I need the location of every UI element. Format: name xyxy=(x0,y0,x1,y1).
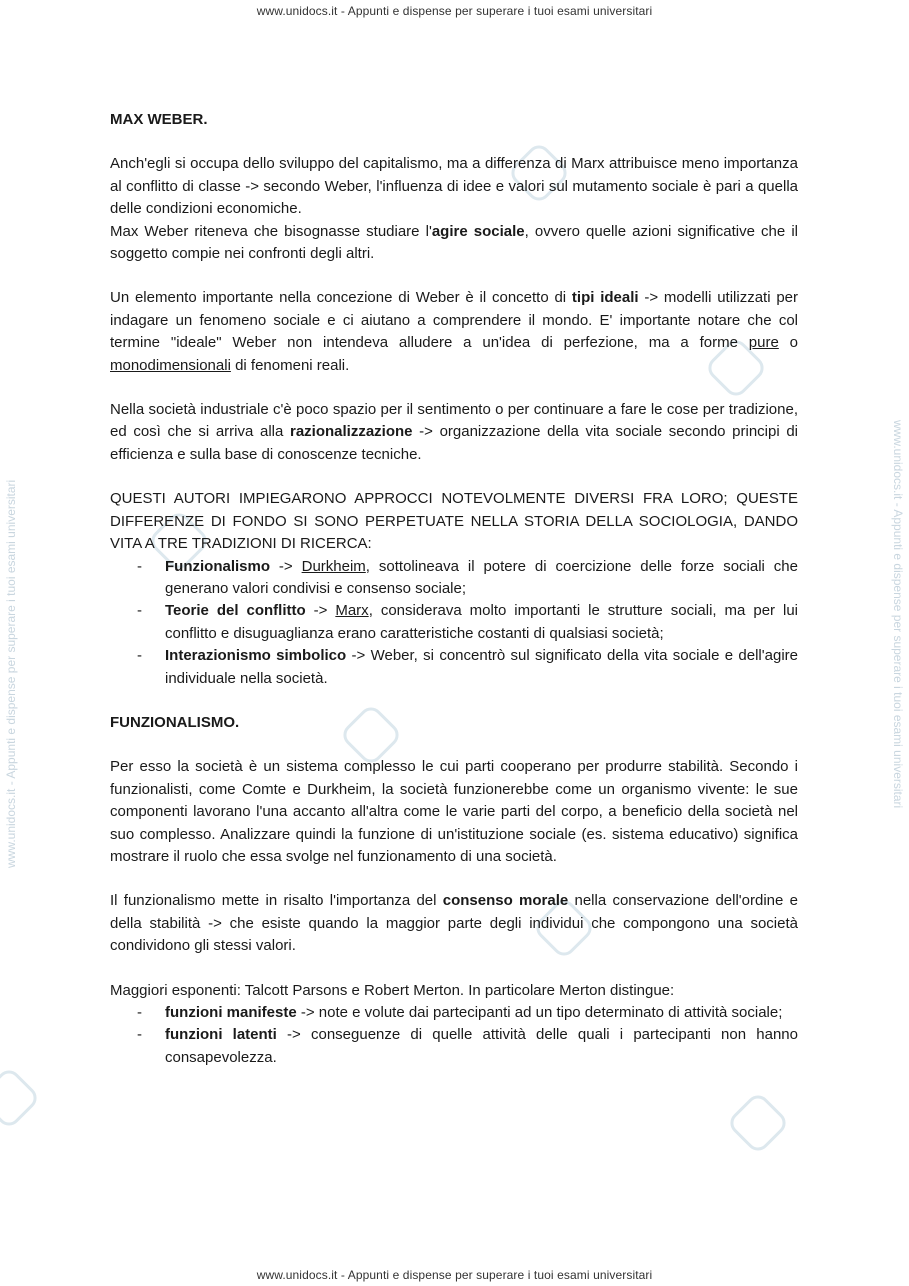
watermark-logo-icon xyxy=(725,1090,790,1155)
paragraph: Maggiori esponenti: Talcott Parsons e Robert Merton. In particolare Merton distingue: xyxy=(110,981,675,999)
paragraph: Per esso la società è un sistema complesso le cui parti cooperano per produrre stabilità. Secondo i funzionalisti, come Comte e Durkheim, la società funzionerebbe come un organismo vivente: le sue componenti lavorano l'una accanto all'altra come le varie parti del corpo, a beneficio della società nel suo complesso. Analizzare quindi la funzione di un'istituzione sociale (es. sistema educativo) significa mostrare il ruolo che essa svolge nel funzionamento di una società. xyxy=(110,758,798,865)
paragraph: Nella società industriale c'è poco spazio per il sentimento o per continuare a fare le cose per tradizione, ed così che si arriva alla razionalizzazione -> organizzazione della vita sociale secondo principi di efficienza e sulla base di conoscenze tecniche. xyxy=(110,401,799,463)
header-banner[interactable]: www.unidocs.it - Appunti e dispense per superare i tuoi esami universitari xyxy=(256,4,653,18)
side-watermark-right: www.unidocs.it - Appunti e dispense per superare i tuoi esami universitari xyxy=(891,420,905,809)
list-item: - Teorie del conflitto -> Marx, considerava molto importanti le strutture sociali, ma per lui conflitto e disuguaglianza erano caratteristiche costanti di qualsiasi società; xyxy=(165,600,798,645)
paragraph: Max Weber riteneva che bisognasse studiare l'agire sociale, ovvero quelle azioni significative che il soggetto compie nei confronti degli altri. xyxy=(110,222,799,263)
list-item: - funzioni latenti -> conseguenze di quelle attività delle quali i partecipanti non hanno consapevolezza. xyxy=(165,1024,798,1069)
paragraph: Il funzionalismo mette in risalto l'importanza del consenso morale nella conservazione dell'ordine e della stabilità -> che esiste quando la maggior parte degli individui che compongono una società condividono gli stessi valori. xyxy=(110,892,798,955)
paragraph-uppercase: QUESTI AUTORI IMPIEGARONO APPROCCI NOTEVOLMENTE DIVERSI FRA LORO; QUESTE DIFFERENZE DI FONDO SI SONO PERPETUATE NELLA STORIA DELLA SOCIOLOGIA, DANDO VITA A TRE TRADIZIONI DI RICERCA: xyxy=(110,490,798,553)
document-body xyxy=(110,109,798,1069)
section-title-funzionalismo: FUNZIONALISMO. xyxy=(110,713,240,731)
list-item: - Interazionismo simbolico -> Weber, si concentrò sul significato della vita sociale e dell'agire individuale nella società. xyxy=(165,645,798,690)
side-watermark-left: www.unidocs.it - Appunti e dispense per superare i tuoi esami universitari xyxy=(4,479,18,868)
paragraph: Un elemento importante nella concezione di Weber è il concetto di tipi ideali -> modelli utilizzati per indagare un fenomeno sociale e ci aiutano a comprendere il mondo. E' importante notare che col termine "ideale" Weber non intendeva alludere a un'idea di perfezione, ma a forme pure o monodimensionali di fenomeni reali. xyxy=(110,289,799,374)
list-item: - funzioni manifeste -> note e volute dai partecipanti ad un tipo determinato di attività sociale; xyxy=(165,1002,798,1024)
traditions-list xyxy=(110,556,798,690)
watermark-logo-icon xyxy=(0,1065,42,1130)
footer-banner[interactable]: www.unidocs.it - Appunti e dispense per superare i tuoi esami universitari xyxy=(256,1268,653,1282)
list-item: - Funzionalismo -> Durkheim, sottolineava il potere di coercizione delle forze sociali che generano valori condivisi e consenso sociale; xyxy=(165,556,798,601)
functions-list xyxy=(110,1002,798,1069)
paragraph: Anch'egli si occupa dello sviluppo del capitalismo, ma a differenza di Marx attribuisce meno importanza al conflitto di classe -> secondo Weber, l'influenza di idee e valori sul mutamento sociale è pari a quella delle condizioni economiche. xyxy=(110,155,798,218)
section-title-max-weber: MAX WEBER. xyxy=(110,111,208,128)
